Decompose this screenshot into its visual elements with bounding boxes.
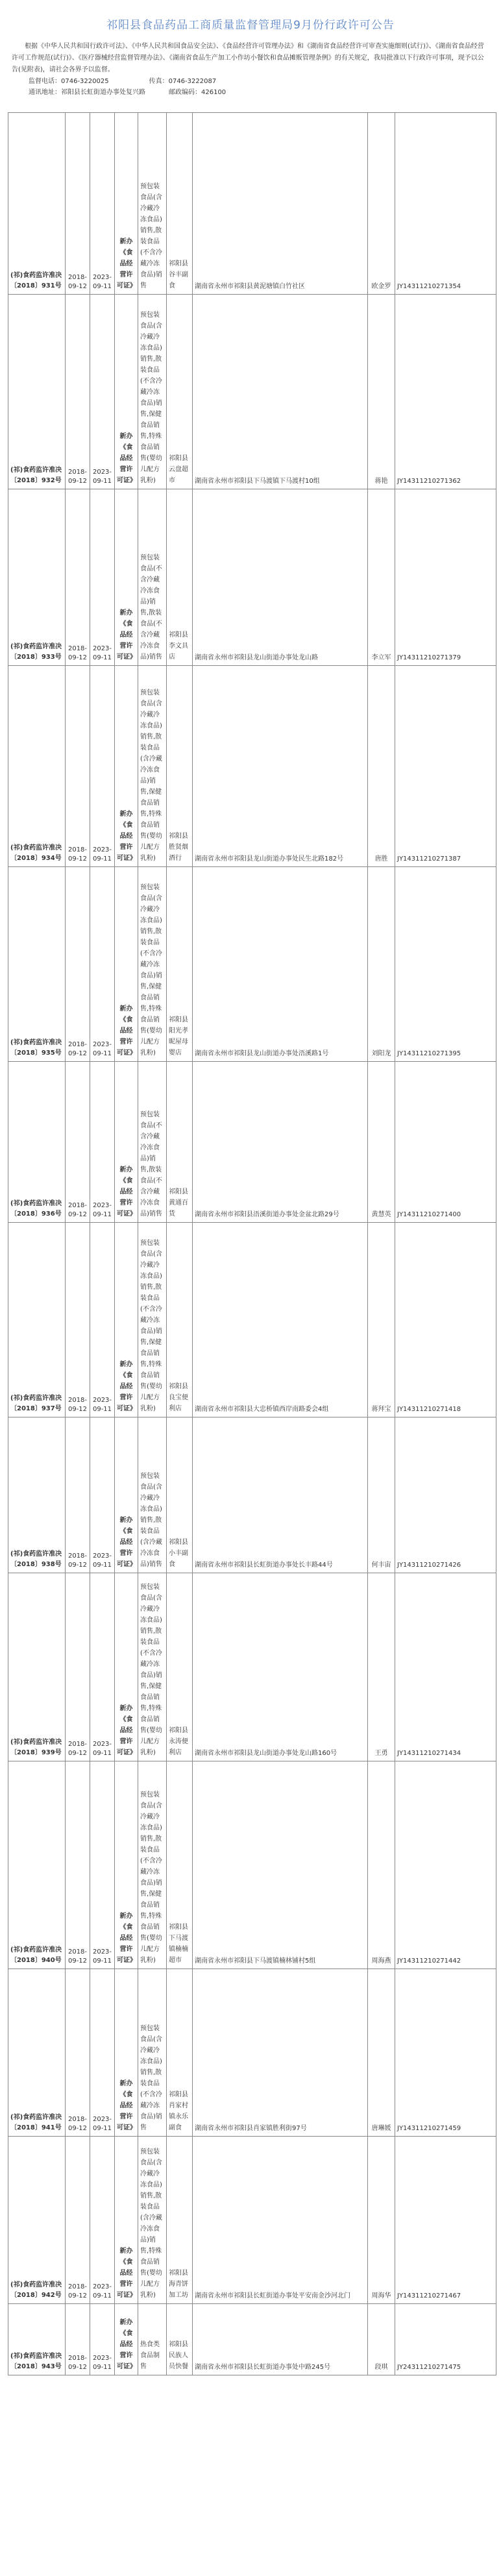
permit-type: 新办《食品经营许可证》: [115, 867, 138, 1062]
valid-from-date: 2018-09-12: [66, 1761, 90, 1969]
permit-type: 新办《食品经营许可证》: [115, 489, 138, 666]
license-code: JY14311210271434: [395, 1573, 496, 1761]
legal-representative: 李立军: [368, 489, 395, 666]
address-value: 祁阳县长虹街道办事处复兴路: [61, 89, 145, 96]
permit-number: (祁)食药监许准决〔2018〕938号: [8, 1417, 66, 1573]
permit-type: 新办《食品经营许可证》: [115, 1417, 138, 1573]
business-address: 湖南省永州市祁阳县龙山街道办事处龙山路160号: [193, 1573, 368, 1761]
business-name: 祁阳县肖家村镇永乐副食: [167, 1969, 193, 2137]
business-address: 湖南省永州市祁阳县下马渡镇下马渡村10组: [193, 295, 368, 489]
business-address: 湖南省永州市祁阳县大忠桥镇西岸南路委会4组: [193, 1223, 368, 1417]
valid-to-date: 2023-09-11: [90, 2304, 115, 2375]
business-name: 祁阳县胜贤烟酒行: [167, 666, 193, 867]
permit-table: [8, 112, 496, 2375]
table-row: [8, 1573, 496, 1761]
valid-from-date: 2018-09-12: [66, 1417, 90, 1573]
permit-number: (祁)食药监许准决〔2018〕941号: [8, 1969, 66, 2137]
permit-type: 新办《食品经营许可证》: [115, 2137, 138, 2304]
fax-label: 传真：: [149, 78, 169, 85]
table-row: [8, 867, 496, 1062]
permit-number: (祁)食药监许准决〔2018〕933号: [8, 489, 66, 666]
permit-number: (祁)食药监许准决〔2018〕931号: [8, 113, 66, 295]
permit-number: (祁)食药监许准决〔2018〕939号: [8, 1573, 66, 1761]
fax-number: 0746-3222087: [168, 78, 217, 85]
permit-type: 新办《食品经营许可证》: [115, 1223, 138, 1417]
business-scope: 预包装食品(不含冷藏冷冻食品)销售,散装食品(不含冷藏冷冻食品)销售: [138, 489, 167, 666]
legal-representative: 周海华: [368, 2137, 395, 2304]
valid-to-date: 2023-09-11: [90, 295, 115, 489]
table-row: [8, 1417, 496, 1573]
license-code: JY14311210271400: [395, 1062, 496, 1223]
business-address: 湖南省永州市祁阳县肖家镇胜利街97号: [193, 1969, 368, 2137]
address-label: 通讯地址：: [29, 89, 61, 96]
permit-type: 新办《食品经营许可证》: [115, 1761, 138, 1969]
business-name: 祁阳县下马渡镇楠楠超市: [167, 1761, 193, 1969]
business-name: 祁阳县黄通百货: [167, 1062, 193, 1223]
supervise-phone: 0746-3220025: [61, 78, 109, 85]
legal-representative: 周海燕: [368, 1761, 395, 1969]
valid-to-date: 2023-09-11: [90, 1761, 115, 1969]
business-address: 湖南省永州市祁阳县长虹街道办事处平安南金沙河北门: [193, 2137, 368, 2304]
business-scope: 预包装食品(含冷藏冷冻食品)销售,散装食品(不含冷藏冷冻食品)销售,保健食品销售,特殊食品销售(婴幼儿配方乳粉): [138, 867, 167, 1062]
table-row: [8, 666, 496, 867]
table-row: [8, 2137, 496, 2304]
business-scope: 预包装食品(含冷藏冷冻食品)销售,散装食品(不含冷藏冷冻食品)销售,保健食品销售,特殊食品销售(婴幼儿配方乳粉): [138, 295, 167, 489]
legal-representative: 蒋艳: [368, 295, 395, 489]
valid-from-date: 2018-09-12: [66, 295, 90, 489]
license-code: JY24311210271475: [395, 2304, 496, 2375]
business-scope: 预包装食品(含冷藏冷冻食品)销售,散装食品(不含冷藏冷冻食品)销售: [138, 1969, 167, 2137]
business-scope: 预包装食品(含冷藏冷冻食品)销售,散装食品(含冷藏冷冻食品)销售: [138, 1417, 167, 1573]
permit-type: 新办《食品经营许可证》: [115, 1573, 138, 1761]
legal-representative: 欧金罗: [368, 113, 395, 295]
business-name: 祁阳县民族人员快餐: [167, 2304, 193, 2375]
business-scope: 预包装食品(不含冷藏冷冻食品)销售,散装食品(不含冷藏冷冻食品)销售: [138, 1062, 167, 1223]
table-row: [8, 295, 496, 489]
permit-type: 新办《食品经营许可证》: [115, 1062, 138, 1223]
business-address: 湖南省永州市祁阳县龙山街道办事处龙山路: [193, 489, 368, 666]
business-address: 湖南省永州市祁阳县黄泥塘镇白竹社区: [193, 113, 368, 295]
legal-representative: 蒋拜宝: [368, 1223, 395, 1417]
license-code: JY14311210271467: [395, 2137, 496, 2304]
business-name: 祁阳县永涛便利店: [167, 1573, 193, 1761]
business-address: 湖南省永州市祁阳县龙山街道办事处民生北路182号: [193, 666, 368, 867]
legal-representative: 何丰宙: [368, 1417, 395, 1573]
business-scope: 预包装食品(含冷藏冷冻食品)销售,散装食品(不含冷藏冷冻食品)销售: [138, 113, 167, 295]
business-name: 祁阳县谷丰副食: [167, 113, 193, 295]
license-code: JY14311210271426: [395, 1417, 496, 1573]
business-name: 祁阳县阳光孝昵屋母婴店: [167, 867, 193, 1062]
license-code: JY14311210271418: [395, 1223, 496, 1417]
permit-table-body: [8, 113, 496, 2375]
license-code: JY14311210271362: [395, 295, 496, 489]
valid-to-date: 2023-09-11: [90, 1223, 115, 1417]
license-code: JY14311210271387: [395, 666, 496, 867]
business-scope: 热食类食品制售: [138, 2304, 167, 2375]
legal-representative: 唐胜: [368, 666, 395, 867]
permit-number: (祁)食药监许准决〔2018〕942号: [8, 2137, 66, 2304]
valid-from-date: 2018-09-12: [66, 666, 90, 867]
valid-to-date: 2023-09-11: [90, 489, 115, 666]
legal-representative: 王勇: [368, 1573, 395, 1761]
business-name: 祁阳县良宝便利店: [167, 1223, 193, 1417]
license-code: JY14311210271354: [395, 113, 496, 295]
business-address: 湖南省永州市祁阳县长虹街道办事处长丰路44号: [193, 1417, 368, 1573]
permit-number: (祁)食药监许准决〔2018〕932号: [8, 295, 66, 489]
valid-from-date: 2018-09-12: [66, 1062, 90, 1223]
permit-type: 新办《食品经营许可证》: [115, 2304, 138, 2375]
business-address: 湖南省永州市祁阳县浯溪街道办事处金盆北路29号: [193, 1062, 368, 1223]
permit-number: (祁)食药监许准决〔2018〕935号: [8, 867, 66, 1062]
business-scope: 预包装食品(含冷藏冷冻食品)销售,散装食品(不含冷藏冷冻食品)销售,保健食品销售,特殊食品销售(婴幼儿配方乳粉): [138, 1573, 167, 1761]
valid-from-date: 2018-09-12: [66, 2304, 90, 2375]
business-scope: 预包装食品(含冷藏冷冻食品)销售,散装食品(不含冷藏冷冻食品)销售,保健食品销售,特殊食品销售(婴幼儿配方乳粉): [138, 1761, 167, 1969]
permit-number: (祁)食药监许准决〔2018〕934号: [8, 666, 66, 867]
permit-number: (祁)食药监许准决〔2018〕936号: [8, 1062, 66, 1223]
license-code: JY14311210271459: [395, 1969, 496, 2137]
business-scope: 预包装食品(含冷藏冷冻食品)销售,散装食品(含冷藏冷冻食品)销售,保健食品销售,特殊食品销售(婴幼儿配方乳粉): [138, 666, 167, 867]
table-row: [8, 1223, 496, 1417]
valid-to-date: 2023-09-11: [90, 1417, 115, 1573]
contact-address-line: [29, 87, 489, 98]
valid-to-date: 2023-09-11: [90, 867, 115, 1062]
valid-from-date: 2018-09-12: [66, 1573, 90, 1761]
business-scope: 预包装食品(含冷藏冷冻食品)销售,散装食品(不含冷藏冷冻食品)销售,保健食品销售,特殊食品销售(婴幼儿配方乳粉): [138, 1223, 167, 1417]
license-code: JY14311210271379: [395, 489, 496, 666]
valid-to-date: 2023-09-11: [90, 2137, 115, 2304]
business-name: 祁阳县云盘超市: [167, 295, 193, 489]
business-address: 湖南省永州市祁阳县下马渡镇楠林铺村5组: [193, 1761, 368, 1969]
permit-number: (祁)食药监许准决〔2018〕940号: [8, 1761, 66, 1969]
table-row: [8, 1969, 496, 2137]
business-name: 祁阳县李文具店: [167, 489, 193, 666]
business-scope: 预包装食品(含冷藏冷冻食品)销售,散装食品(含冷藏冷冻食品)销售,特殊食品销售(婴幼儿配方乳粉): [138, 2137, 167, 2304]
legal-representative: 刘阳龙: [368, 867, 395, 1062]
supervise-phone-label: 监督电话：: [29, 78, 61, 85]
valid-from-date: 2018-09-12: [66, 113, 90, 295]
legal-representative: 黄慧英: [368, 1062, 395, 1223]
table-row: [8, 489, 496, 666]
table-row: [8, 2304, 496, 2375]
page-title: 祁阳县食品药品工商质量监督管理局9月份行政许可公告: [106, 19, 395, 32]
table-row: [8, 113, 496, 295]
postcode-value: 426100: [201, 89, 226, 96]
permit-type: 新办《食品经营许可证》: [115, 295, 138, 489]
permit-type: 新办《食品经营许可证》: [115, 1969, 138, 2137]
business-address: 湖南省永州市祁阳县长虹街道办事处中路245号: [193, 2304, 368, 2375]
valid-from-date: 2018-09-12: [66, 1969, 90, 2137]
permit-number: (祁)食药监许准决〔2018〕937号: [8, 1223, 66, 1417]
license-code: JY14311210271395: [395, 867, 496, 1062]
permit-type: 新办《食品经营许可证》: [115, 113, 138, 295]
permit-type: 新办《食品经营许可证》: [115, 666, 138, 867]
legal-representative: 段琪: [368, 2304, 395, 2375]
contact-phone-line: [29, 76, 489, 87]
valid-from-date: 2018-09-12: [66, 2137, 90, 2304]
intro-paragraph: 根据《中华人民共和国行政许可法》、《中华人民共和国食品安全法》、《食品经营许可管理办法》和《湖南省食品经营许可审查实施细则(试行)》、《湖南省食品经营许可工作规范(试行)》、《医疗器械经营监督管理办法》、《湖南省食品生产加工小作坊小餐饮和食品摊贩管理条例》的有关规定，我局批准以下行政许可事项，现予以公告(见附表)，请社会各界予以监督。: [12, 43, 484, 73]
valid-to-date: 2023-09-11: [90, 1573, 115, 1761]
table-row: [8, 1062, 496, 1223]
business-name: 祁阳县海青饼加工坊: [167, 2137, 193, 2304]
business-address: 湖南省永州市祁阳县龙山街道办事处浯溪路1号: [193, 867, 368, 1062]
valid-to-date: 2023-09-11: [90, 1969, 115, 2137]
table-row: [8, 1761, 496, 1969]
valid-from-date: 2018-09-12: [66, 1223, 90, 1417]
valid-from-date: 2018-09-12: [66, 489, 90, 666]
license-code: JY14311210271442: [395, 1761, 496, 1969]
legal-representative: 唐琳媛: [368, 1969, 395, 2137]
business-name: 祁阳县小丰副食: [167, 1417, 193, 1573]
postcode-label: 邮政编码：: [169, 89, 201, 96]
permit-number: (祁)食药监许准决〔2018〕943号: [8, 2304, 66, 2375]
valid-to-date: 2023-09-11: [90, 1062, 115, 1223]
valid-from-date: 2018-09-12: [66, 867, 90, 1062]
valid-to-date: 2023-09-11: [90, 113, 115, 295]
valid-to-date: 2023-09-11: [90, 666, 115, 867]
